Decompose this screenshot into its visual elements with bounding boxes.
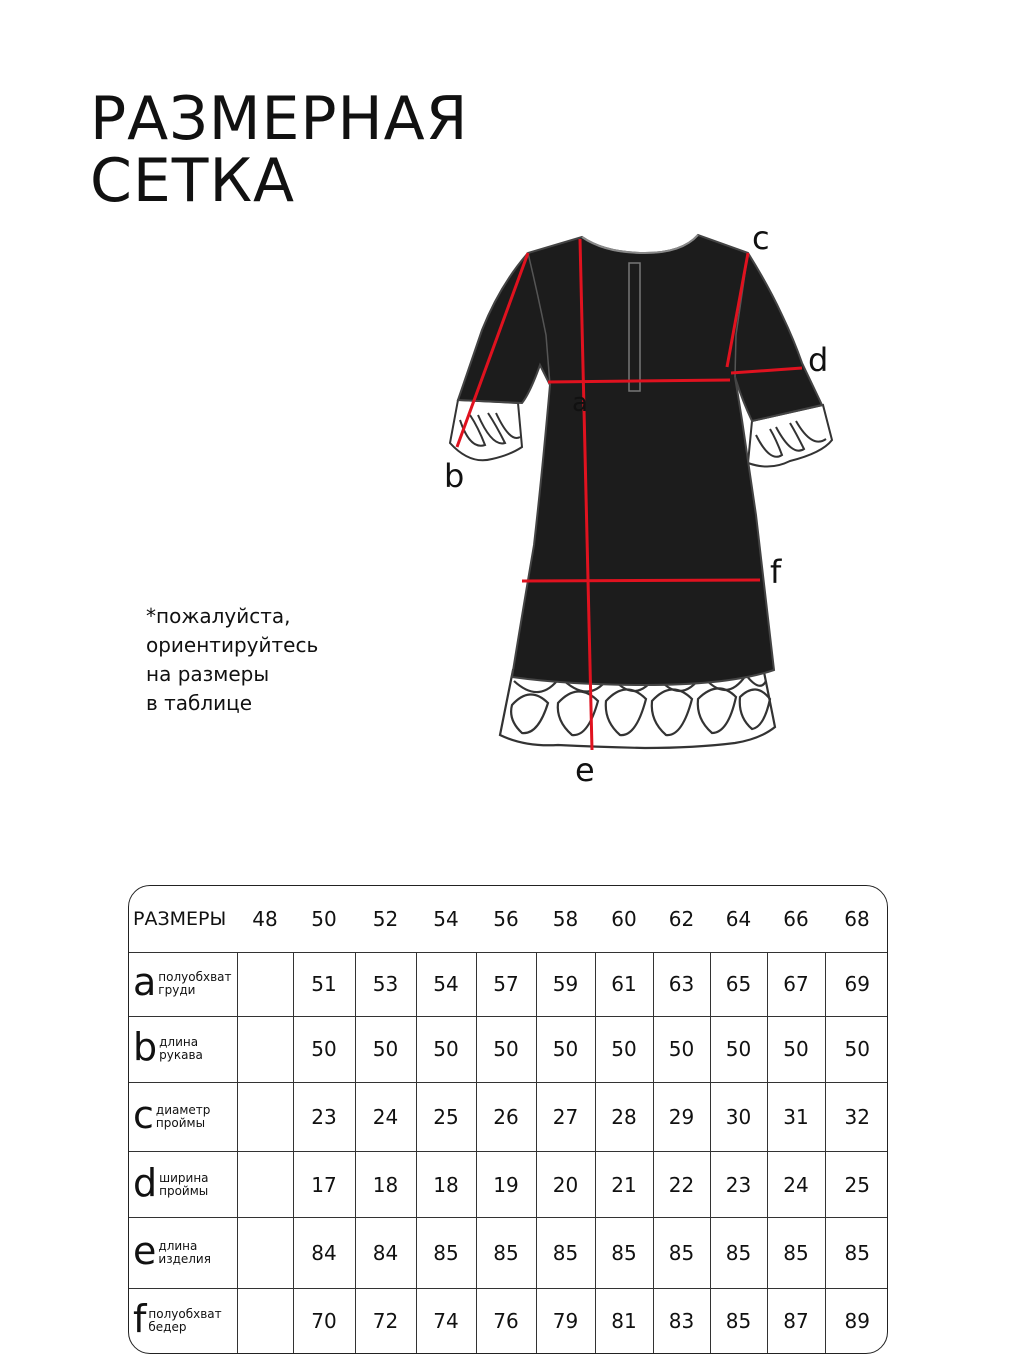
row-letter: b xyxy=(133,1025,158,1070)
size-header-cell: 64 xyxy=(710,886,767,952)
row-label-group xyxy=(133,1025,237,1070)
value-cell: 50 xyxy=(476,1016,536,1082)
row-label xyxy=(129,952,237,1016)
value-cell: 18 xyxy=(416,1152,476,1218)
value-cell: 89 xyxy=(825,1289,888,1353)
value-cell: 53 xyxy=(355,952,416,1016)
measure-f-line xyxy=(522,580,760,581)
size-header-cell: 68 xyxy=(825,886,888,952)
value-cell xyxy=(237,1152,293,1218)
value-cell: 81 xyxy=(595,1289,653,1353)
row-letter: c xyxy=(133,1092,154,1137)
label-c: c xyxy=(752,219,770,257)
value-cell xyxy=(237,1082,293,1151)
value-cell: 85 xyxy=(653,1218,710,1289)
title-line-1: РАЗМЕРНАЯ xyxy=(90,84,469,154)
row-desc-line-1: длина xyxy=(158,1239,198,1254)
dress-diagram xyxy=(430,215,860,795)
size-header-cell: 66 xyxy=(767,886,825,952)
value-cell: 83 xyxy=(653,1289,710,1353)
row-desc-line-1: полуобхват xyxy=(148,1307,222,1322)
row-description xyxy=(148,1308,221,1334)
value-cell: 85 xyxy=(710,1289,767,1353)
size-note xyxy=(146,602,318,718)
row-label xyxy=(129,1082,237,1151)
size-table-frame xyxy=(128,885,888,1354)
label-f: f xyxy=(770,553,782,591)
value-cell: 32 xyxy=(825,1082,888,1151)
title-line-2: СЕТКА xyxy=(90,146,296,216)
value-cell: 79 xyxy=(536,1289,595,1353)
value-cell xyxy=(237,1289,293,1353)
row-description xyxy=(156,1104,211,1130)
row-desc-line-1: ширина xyxy=(159,1170,209,1185)
row-description xyxy=(159,1172,208,1198)
value-cell xyxy=(237,952,293,1016)
value-cell: 85 xyxy=(416,1218,476,1289)
header-label: РАЗМЕРЫ xyxy=(129,886,237,952)
row-letter: f xyxy=(133,1297,147,1342)
table-row xyxy=(129,1289,888,1353)
size-header-cell: 54 xyxy=(416,886,476,952)
row-desc-line-1: диаметр xyxy=(155,1102,211,1117)
label-b: b xyxy=(444,457,465,495)
table-row xyxy=(129,952,888,1016)
value-cell: 20 xyxy=(536,1152,595,1218)
value-cell xyxy=(237,1016,293,1082)
value-cell: 50 xyxy=(416,1016,476,1082)
row-desc-line-2: рукава xyxy=(159,1048,203,1063)
note-line-4: в таблице xyxy=(146,691,253,715)
value-cell: 24 xyxy=(767,1152,825,1218)
value-cell: 26 xyxy=(476,1082,536,1151)
row-desc-line-2: проймы xyxy=(155,1115,206,1130)
note-line-3: на размеры xyxy=(146,662,270,686)
value-cell: 23 xyxy=(710,1152,767,1218)
size-header-cell: 50 xyxy=(293,886,355,952)
label-a: a xyxy=(572,388,588,418)
row-letter: a xyxy=(133,960,157,1005)
left-cuff xyxy=(450,400,522,460)
value-cell: 17 xyxy=(293,1152,355,1218)
size-header-cell: 60 xyxy=(595,886,653,952)
value-cell: 84 xyxy=(293,1218,355,1289)
value-cell: 61 xyxy=(595,952,653,1016)
value-cell: 85 xyxy=(595,1218,653,1289)
size-header-cell: 52 xyxy=(355,886,416,952)
size-header-cell: 62 xyxy=(653,886,710,952)
row-label-group xyxy=(133,1092,237,1137)
row-description xyxy=(158,1240,211,1266)
row-description xyxy=(158,971,231,997)
note-line-2: ориентируйтесь xyxy=(146,633,319,657)
row-letter: d xyxy=(133,1160,158,1205)
value-cell: 57 xyxy=(476,952,536,1016)
page-title xyxy=(90,84,469,216)
value-cell: 65 xyxy=(710,952,767,1016)
table-row xyxy=(129,1152,888,1218)
value-cell: 85 xyxy=(767,1218,825,1289)
value-cell: 70 xyxy=(293,1289,355,1353)
value-cell: 85 xyxy=(710,1218,767,1289)
value-cell: 54 xyxy=(416,952,476,1016)
value-cell: 18 xyxy=(355,1152,416,1218)
row-label xyxy=(129,1289,237,1353)
value-cell: 74 xyxy=(416,1289,476,1353)
table-row xyxy=(129,1218,888,1289)
value-cell: 84 xyxy=(355,1218,416,1289)
value-cell: 50 xyxy=(355,1016,416,1082)
row-desc-line-1: полуобхват xyxy=(158,970,232,985)
value-cell: 19 xyxy=(476,1152,536,1218)
value-cell: 85 xyxy=(825,1218,888,1289)
value-cell: 24 xyxy=(355,1082,416,1151)
value-cell: 27 xyxy=(536,1082,595,1151)
value-cell: 87 xyxy=(767,1289,825,1353)
table-row xyxy=(129,1016,888,1082)
value-cell: 67 xyxy=(767,952,825,1016)
value-cell: 50 xyxy=(710,1016,767,1082)
row-label-group xyxy=(133,960,237,1005)
row-description xyxy=(159,1036,203,1062)
row-label-group xyxy=(133,1160,237,1205)
value-cell: 85 xyxy=(476,1218,536,1289)
size-header-cell: 58 xyxy=(536,886,595,952)
label-d: d xyxy=(808,341,829,379)
value-cell: 59 xyxy=(536,952,595,1016)
row-label-group xyxy=(133,1297,237,1342)
value-cell: 72 xyxy=(355,1289,416,1353)
row-desc-line-2: груди xyxy=(158,983,196,998)
value-cell: 50 xyxy=(293,1016,355,1082)
value-cell: 51 xyxy=(293,952,355,1016)
measure-a-line xyxy=(548,380,730,382)
value-cell: 23 xyxy=(293,1082,355,1151)
value-cell: 25 xyxy=(416,1082,476,1151)
value-cell: 29 xyxy=(653,1082,710,1151)
table-header-row xyxy=(129,886,888,952)
row-desc-line-2: изделия xyxy=(158,1252,211,1267)
row-desc-line-1: длина xyxy=(159,1035,199,1050)
value-cell: 21 xyxy=(595,1152,653,1218)
value-cell: 63 xyxy=(653,952,710,1016)
value-cell: 85 xyxy=(536,1218,595,1289)
value-cell: 30 xyxy=(710,1082,767,1151)
row-label xyxy=(129,1218,237,1289)
value-cell: 50 xyxy=(595,1016,653,1082)
size-header-cell: 56 xyxy=(476,886,536,952)
value-cell: 50 xyxy=(536,1016,595,1082)
note-line-1: *пожалуйста, xyxy=(146,604,291,628)
value-cell: 50 xyxy=(767,1016,825,1082)
value-cell: 76 xyxy=(476,1289,536,1353)
value-cell: 25 xyxy=(825,1152,888,1218)
row-label xyxy=(129,1152,237,1218)
size-header-cell: 48 xyxy=(237,886,293,952)
row-desc-line-2: проймы xyxy=(159,1183,209,1198)
value-cell xyxy=(237,1218,293,1289)
value-cell: 22 xyxy=(653,1152,710,1218)
size-table xyxy=(129,886,888,1353)
value-cell: 28 xyxy=(595,1082,653,1151)
value-cell: 31 xyxy=(767,1082,825,1151)
row-label xyxy=(129,1016,237,1082)
label-e: e xyxy=(575,751,595,789)
row-desc-line-2: бедер xyxy=(148,1320,187,1335)
table-row xyxy=(129,1082,888,1151)
row-label-group xyxy=(133,1229,237,1274)
value-cell: 50 xyxy=(825,1016,888,1082)
value-cell: 69 xyxy=(825,952,888,1016)
row-letter: e xyxy=(133,1229,157,1274)
value-cell: 50 xyxy=(653,1016,710,1082)
